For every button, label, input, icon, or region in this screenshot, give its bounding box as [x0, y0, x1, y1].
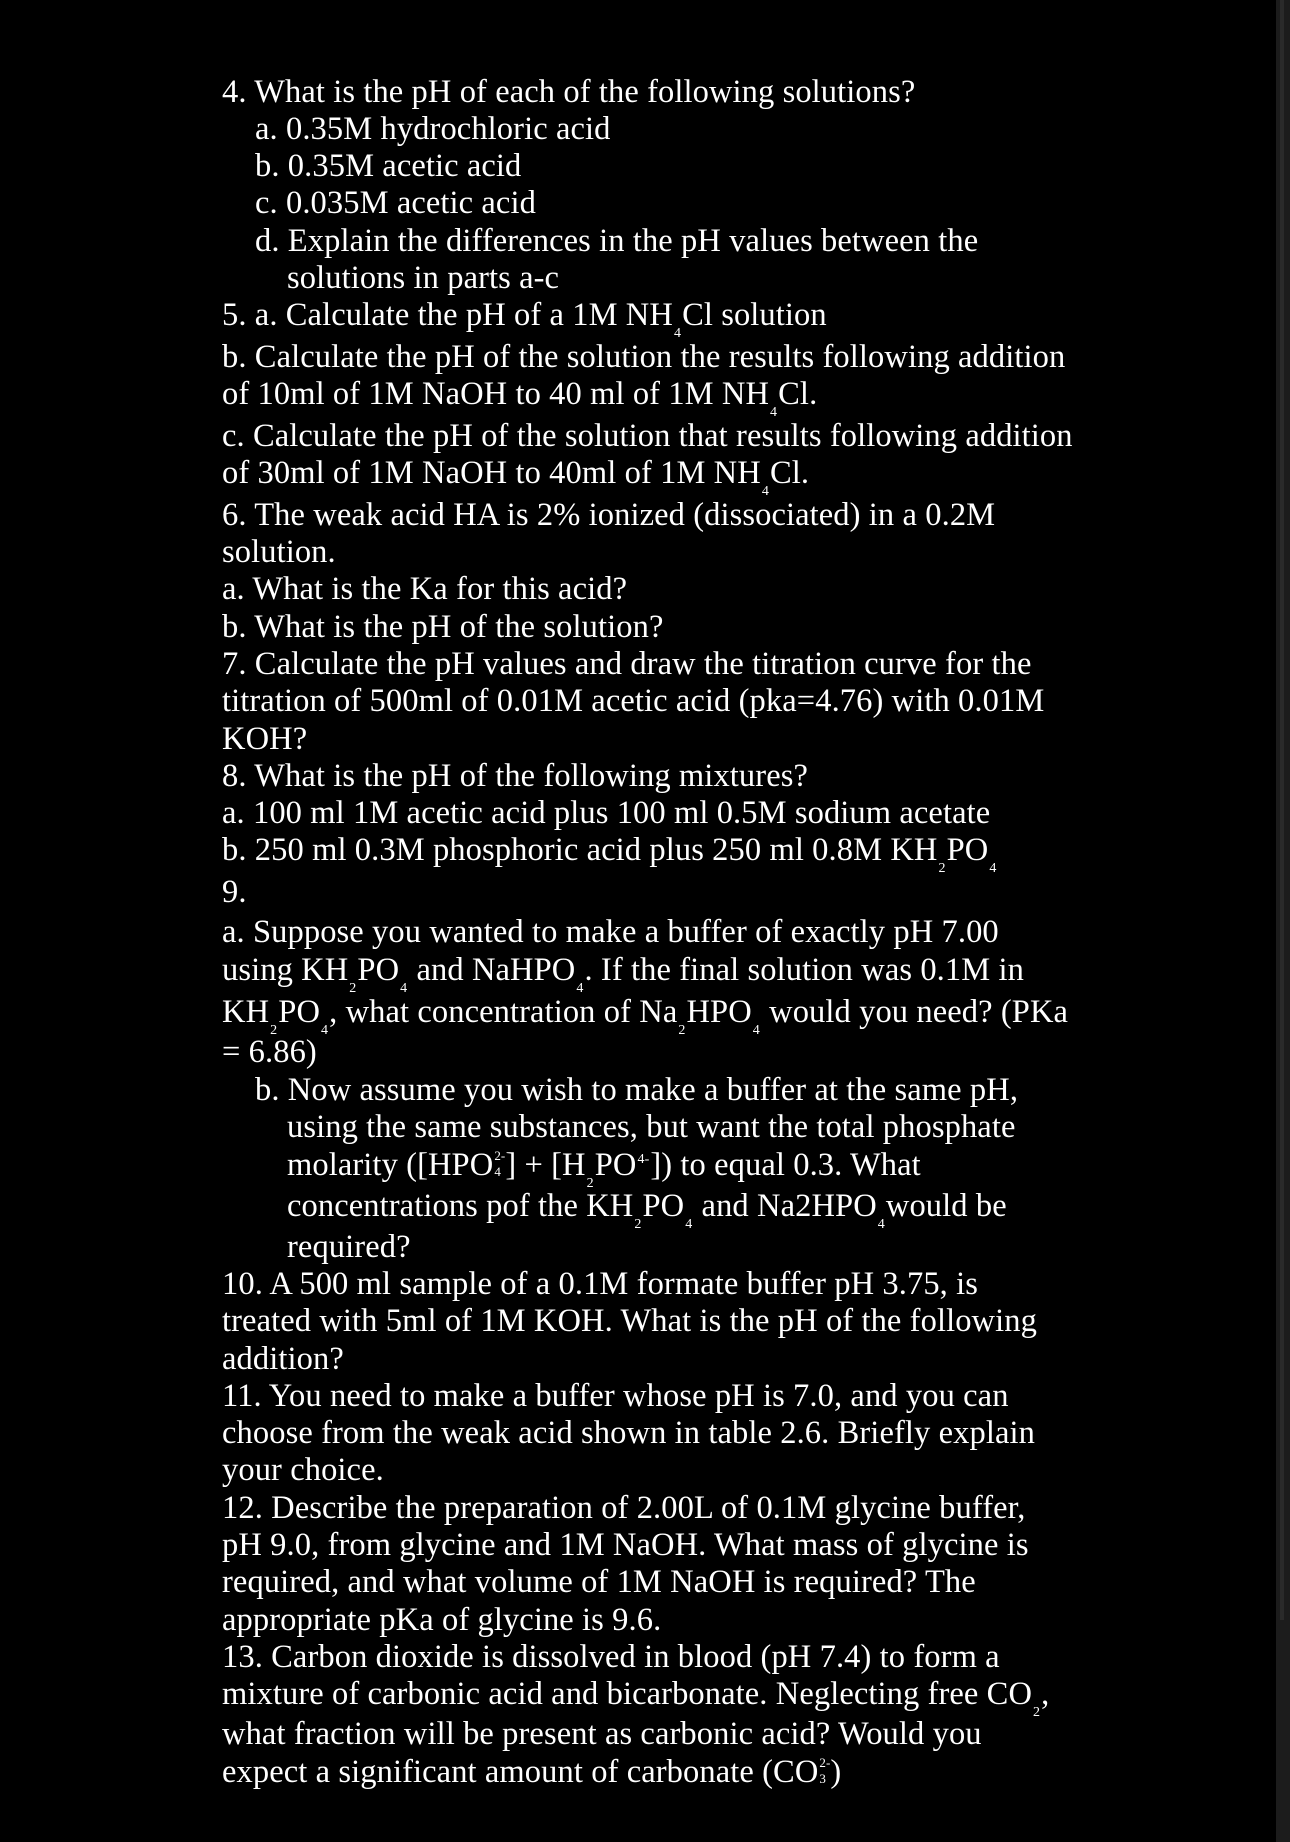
q4-b: b. 0.35M acetic acid: [255, 148, 522, 184]
q10-line1: 10. A 500 ml sample of a 0.1M formate buffer pH 3.75, is: [222, 1266, 979, 1302]
q5-b-line2: of 10ml of 1M NaOH to 40 ml of 1M $NH_4Cl$.: [222, 376, 818, 420]
scrollbar-track[interactable]: [1280, 0, 1284, 1620]
q7-line3: KOH?: [222, 721, 308, 757]
q8-b: b. 250 ml 0.3M phosphoric acid plus 250 ml 0.8M $KH_2PO_4$: [222, 832, 997, 876]
q9-b-line3: molarity ([HPO 2- 4 ] + $[H_2PO^{4-}]$) to equal 0.3. What: [287, 1147, 921, 1191]
q5-b-line1: b. Calculate the pH of the solution the results following addition: [222, 339, 1066, 375]
q11-line1: 11. You need to make a buffer whose pH is 7.0, and you can: [222, 1378, 1009, 1414]
q12-line2: pH 9.0, from glycine and 1M NaOH. What mass of glycine is: [222, 1527, 1029, 1563]
q5-a: 5. a. Calculate the pH of a 1M $NH_4Cl$ solution: [222, 297, 827, 341]
q7-line2: titration of 500ml of 0.01M acetic acid (pka=4.76) with 0.01M: [222, 683, 1045, 719]
q6-a: a. What is the Ka for this acid?: [222, 571, 628, 607]
q12-line1: 12. Describe the preparation of 2.00L of 0.1M glycine buffer,: [222, 1490, 1026, 1526]
q9-b-line4: concentrations pof the $KH_2PO_4$ and $Na2HPO_4would$ be: [287, 1188, 1007, 1232]
q9-b-line1: b. Now assume you wish to make a buffer at the same pH,: [255, 1072, 1019, 1108]
q12-line3: required, and what volume of 1M NaOH is required? The: [222, 1564, 976, 1600]
q6-stem-line2: solution.: [222, 534, 336, 570]
q9-a-line1: a. Suppose you wanted to make a buffer of exactly pH 7.00: [222, 914, 999, 950]
right-edge-bar: [1276, 0, 1290, 1842]
q5-c-line1: c. Calculate the pH of the solution that results following addition: [222, 418, 1073, 454]
q4-d-line2: solutions in parts a-c: [287, 260, 560, 296]
q9-a-line2: using $KH_2PO_4$ and NaHPO$_4$. If the final solution was 0.1M in: [222, 952, 1024, 996]
q7-line1: 7. Calculate the pH values and draw the titration curve for the: [222, 646, 1032, 682]
q11-line3: your choice.: [222, 1452, 384, 1488]
q4-d-line1: d. Explain the differences in the pH values between the: [255, 223, 979, 259]
q6-stem-line1: 6. The weak acid HA is 2% ionized (dissociated) in a 0.2M: [222, 497, 996, 533]
q9-b-line2: using the same substances, but want the total phosphate: [287, 1109, 1016, 1145]
q9-a-line4: = 6.86): [222, 1034, 317, 1070]
q8-a: a. 100 ml 1M acetic acid plus 100 ml 0.5M sodium acetate: [222, 795, 991, 831]
q12-line4: appropriate pKa of glycine is 9.6.: [222, 1602, 662, 1638]
q13-line1: 13. Carbon dioxide is dissolved in blood (pH 7.4) to form a: [222, 1639, 1000, 1675]
q13-line2: mixture of carbonic acid and bicarbonate. Neglecting free $CO_2$,: [222, 1676, 1050, 1720]
q9-b-line5: required?: [287, 1229, 411, 1265]
q13-line3: what fraction will be present as carbonic acid? Would you: [222, 1716, 982, 1752]
q5-c-line2: of 30ml of 1M NaOH to 40ml of 1M $NH_4Cl$.: [222, 455, 810, 499]
q9-number: 9.: [222, 874, 247, 910]
q6-b: b. What is the pH of the solution?: [222, 609, 664, 645]
q4-stem: 4. What is the pH of each of the following solutions?: [222, 74, 916, 110]
q10-line2: treated with 5ml of 1M KOH. What is the pH of the following: [222, 1303, 1037, 1339]
q4-c: c. 0.035M acetic acid: [255, 185, 536, 221]
q4-a: a. 0.35M hydrochloric acid: [255, 111, 611, 147]
q8-stem: 8. What is the pH of the following mixtures?: [222, 758, 808, 794]
q13-line4: expect a significant amount of carbonate (CO 2- 3 ): [222, 1754, 842, 1790]
q9-a-line3: $KH_2PO_4$, what concentration of $Na_2HPO_4$ would you need? (PKa: [222, 994, 1069, 1038]
q11-line2: choose from the weak acid shown in table 2.6. Briefly explain: [222, 1415, 1035, 1451]
q10-line3: addition?: [222, 1341, 344, 1377]
